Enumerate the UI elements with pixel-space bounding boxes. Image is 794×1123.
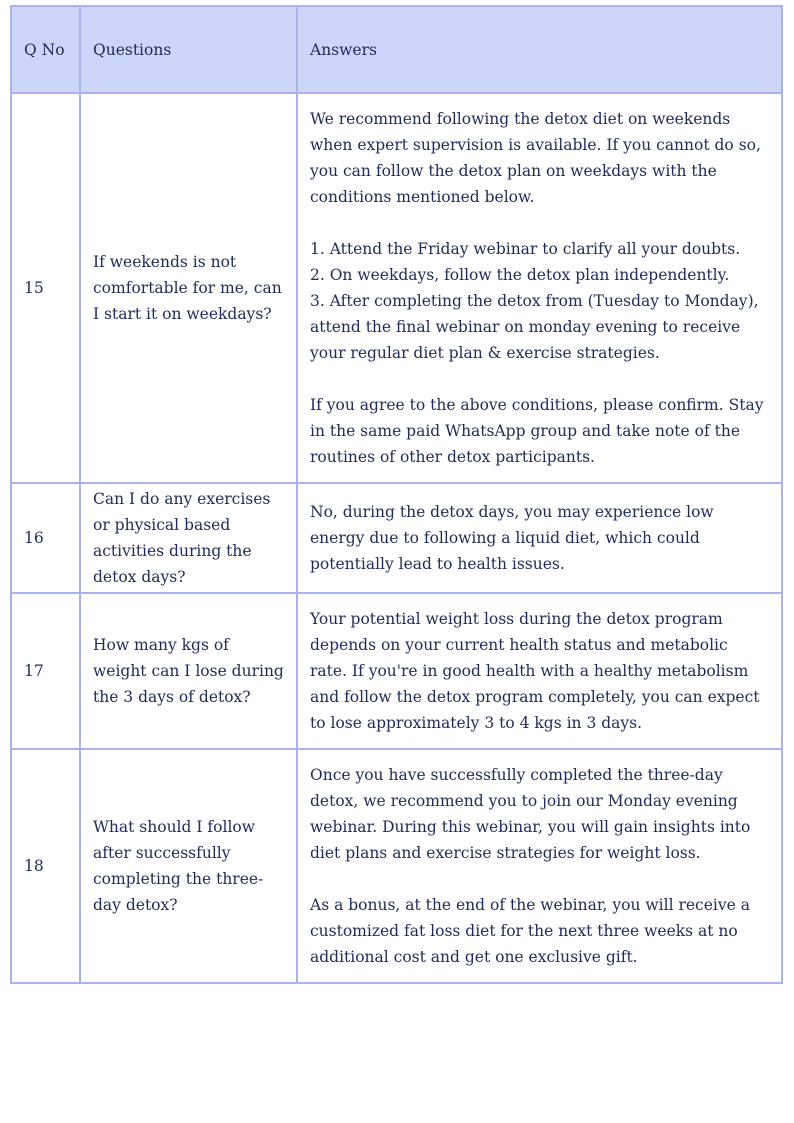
answer-list-item: 3. After completing the detox from (Tuesday to Monday), attend the final webinar on monday evening to receive your regular diet plan & exercise strategies. bbox=[310, 292, 759, 362]
header-row bbox=[11, 6, 782, 93]
header-questions: Questions bbox=[80, 6, 297, 93]
table-body bbox=[11, 93, 782, 983]
header-qno: Q No bbox=[11, 6, 80, 93]
question-cell: Can I do any exercises or physical based activities during the detox days? bbox=[80, 483, 297, 593]
answer-cell bbox=[297, 593, 782, 749]
question-cell: How many kgs of weight can I lose during the 3 days of detox? bbox=[80, 593, 297, 749]
answer-cell bbox=[297, 483, 782, 593]
answer-outro: If you agree to the above conditions, please confirm. Stay in the same paid WhatsApp group and take note of the routines of other detox participants. bbox=[310, 396, 764, 466]
answer-intro: We recommend following the detox diet on weekends when expert supervision is available. If you cannot do so, you can follow the detox plan on weekdays with the conditions mentioned below. bbox=[310, 110, 761, 206]
table-row bbox=[11, 93, 782, 483]
faq-table bbox=[10, 5, 783, 984]
qno-cell: 15 bbox=[11, 93, 80, 483]
table-header bbox=[11, 6, 782, 93]
answer-cell bbox=[297, 93, 782, 483]
table-row bbox=[11, 749, 782, 983]
qno-cell: 16 bbox=[11, 483, 80, 593]
qno-cell: 18 bbox=[11, 749, 80, 983]
answer-outro: As a bonus, at the end of the webinar, you will receive a customized fat loss diet for the next three weeks at no additional cost and get one exclusive gift. bbox=[310, 896, 750, 966]
answer-list bbox=[310, 236, 769, 366]
answer-intro: Once you have successfully completed the three-day detox, we recommend you to join our Monday evening webinar. During this webinar, you will gain insights into diet plans and exercise strategies for weight loss. bbox=[310, 766, 751, 862]
header-answers: Answers bbox=[297, 6, 782, 93]
answer-intro: Your potential weight loss during the detox program depends on your current health status and metabolic rate. If you're in good health with a healthy metabolism and follow the detox program completely, you can expect to lose approximately 3 to 4 kgs in 3 days. bbox=[310, 610, 760, 732]
answer-list-item: 1. Attend the Friday webinar to clarify all your doubts. bbox=[310, 240, 741, 258]
question-cell: If weekends is not comfortable for me, can I start it on weekdays? bbox=[80, 93, 297, 483]
answer-list-item: 2. On weekdays, follow the detox plan independently. bbox=[310, 266, 730, 284]
table-row bbox=[11, 483, 782, 593]
answer-intro: No, during the detox days, you may experience low energy due to following a liquid diet, which could potentially lead to health issues. bbox=[310, 503, 714, 573]
question-cell: What should I follow after successfully completing the three-day detox? bbox=[80, 749, 297, 983]
answer-cell bbox=[297, 749, 782, 983]
qno-cell: 17 bbox=[11, 593, 80, 749]
table-row bbox=[11, 593, 782, 749]
